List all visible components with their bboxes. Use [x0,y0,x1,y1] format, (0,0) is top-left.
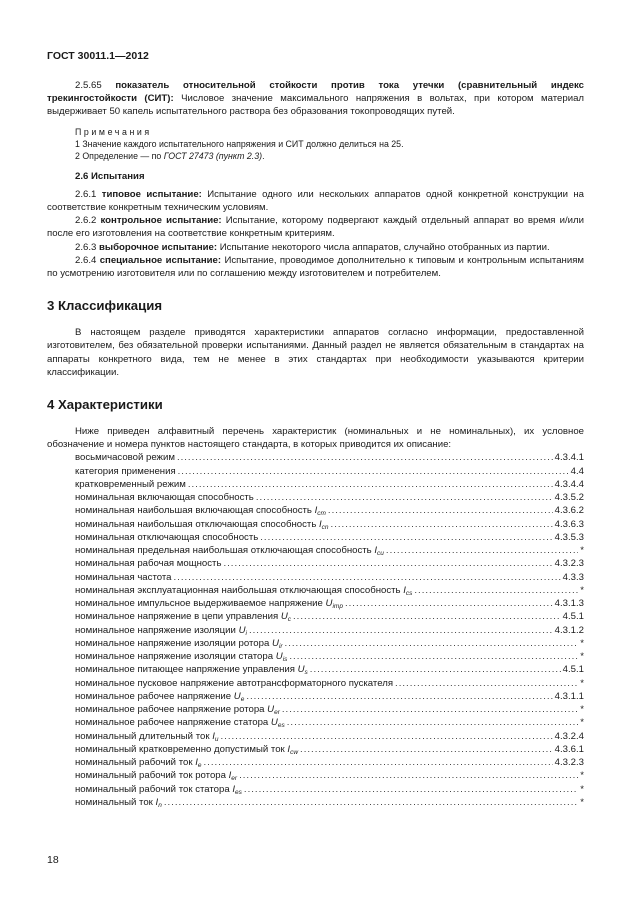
characteristic-symbol-subscript: es [277,722,285,730]
characteristic-label [75,584,412,597]
characteristic-label [75,624,247,637]
characteristic-entry [75,650,584,663]
dot-leader [386,544,578,557]
characteristic-symbol: I [212,730,215,742]
characteristic-symbol-subscript: is [282,656,288,664]
clause-2-6-4 [47,254,584,280]
clause-text: Числовое значение максимального напряжения в вольтах, при котором материал выдерживает 50 капель испытательного раствора без образования токопроводящих путей. [47,93,585,118]
characteristic-clause-ref: * [580,704,584,716]
characteristic-label [75,716,285,729]
characteristic-label [75,491,254,504]
characteristic-entry [75,690,584,703]
characteristic-symbol: U [325,598,333,610]
clause-term: типовое испытание: [101,188,202,200]
characteristic-clause-ref: * [580,677,584,689]
clause-text: Испытание некоторого числа аппаратов, случайно отобранных из партии. [219,241,550,253]
characteristic-symbol: I [195,757,198,769]
clause-term: специальное испытание: [99,254,222,266]
dot-leader [395,677,578,690]
characteristic-name: номинальное напряжение в цепи управления [75,611,279,623]
characteristic-clause-ref: 4.3.4.1 [554,452,584,464]
clause-2-5-65 [47,79,584,119]
characteristic-entry [75,544,584,557]
characteristic-symbol: U [280,611,288,623]
characteristic-entry [75,531,584,544]
characteristic-name: номинальный рабочий ток [75,757,193,769]
characteristic-name: номинальное рабочее напряжение статора [75,717,269,729]
clause-text: Испытание, которому подвергают каждый отдельный аппарат во время и/или после его изготовления на соответствие конкретным критериям. [47,215,584,240]
clause-number: 2.6.4 [75,254,97,266]
characteristic-symbol: I [374,545,378,557]
characteristic-symbol-subscript: i [245,629,247,637]
characteristic-name: номинальное питающее напряжение управления [75,664,295,676]
characteristic-symbol-subscript: er [274,709,280,717]
characteristic-entry [75,730,584,743]
characteristic-clause-ref: * [580,796,584,808]
characteristic-symbol: I [287,743,291,755]
characteristic-symbol: U [272,637,279,649]
characteristic-label [75,663,308,676]
characteristic-label [75,544,384,557]
characteristic-name: номинальный рабочий ток ротора [75,770,226,782]
dot-leader [178,465,569,478]
characteristic-label [75,610,291,623]
characteristic-entry [75,716,584,729]
characteristic-symbol-subscript: cn [321,523,329,531]
dot-leader [285,637,579,650]
section-4-title: 4 Характеристики [47,397,163,413]
characteristic-entry [75,637,584,650]
note-2 [75,150,584,162]
characteristic-label [75,531,258,544]
characteristic-entry [75,796,584,809]
characteristic-label [75,637,283,650]
characteristic-label [75,571,171,584]
notes-block [47,126,584,162]
characteristic-name: номинальное напряжение изоляции статора [75,651,274,663]
characteristic-entry [75,504,584,517]
clause-number: 2.6.1 [75,188,97,200]
dot-leader [260,531,552,544]
characteristic-name: номинальный рабочий ток статора [75,783,230,795]
characteristic-label [75,504,326,517]
characteristic-name: категория применения [75,465,176,477]
characteristic-clause-ref: * [580,545,584,557]
characteristic-entry [75,584,584,597]
characteristic-label [75,478,186,491]
characteristic-entry [75,663,584,676]
characteristic-entry [75,478,584,491]
characteristic-label [75,650,287,663]
characteristic-clause-ref: * [580,637,584,649]
characteristic-clause-ref: 4.3.1.2 [554,624,584,636]
characteristic-label [75,597,343,610]
characteristic-entry [75,769,584,782]
characteristic-clause-ref: 4.3.3 [562,571,584,583]
document-header: ГОСТ 30011.1—2012 [47,50,149,62]
characteristic-symbol: I [232,783,236,795]
dot-leader [256,491,553,504]
characteristic-label [75,769,237,782]
characteristic-name: номинальная эксплуатационная наибольшая отключающая способность [75,584,401,596]
characteristic-symbol: U [267,704,275,716]
characteristic-symbol: I [228,770,232,782]
characteristic-symbol: U [275,651,283,663]
note-2-reference: ГОСТ 27473 (пункт 2.3) [163,150,263,161]
characteristic-name: номинальная наибольшая отключающая способность [75,518,317,530]
dot-leader [177,451,553,464]
characteristic-clause-ref: 4.3.1.3 [554,598,584,610]
notes-title: Примечания [75,126,152,137]
characteristic-symbol-subscript: cw [290,748,299,756]
clause-text: Испытание одного или нескольких аппаратов одной конкретной конструкции на соответствие конкретным техническим условиям. [47,188,584,214]
characteristic-entry [75,571,584,584]
characteristic-entry [75,491,584,504]
characteristic-symbol-subscript: e [240,695,245,703]
dot-leader [282,703,578,716]
characteristic-symbol-subscript: s [304,669,308,677]
note-1: 1 Значение каждого испытательного напряжения и СИТ должно делиться на 25. [75,138,404,149]
characteristic-clause-ref: 4.3.6.1 [554,743,584,755]
dot-leader [173,571,560,584]
characteristic-symbol-subscript: cm [317,510,326,518]
characteristic-entry [75,518,584,531]
dot-leader [204,756,553,769]
characteristic-symbol: U [297,664,305,676]
characteristic-clause-ref: 4.3.1.1 [554,690,584,702]
characteristic-name: номинальное импульсное выдерживаемое напряжение [75,598,323,610]
dot-leader [331,518,553,531]
characteristic-name: номинальное пусковое напряжение автотрансформаторного пускателя [75,677,394,689]
characteristic-name: номинальный ток [75,796,153,808]
characteristic-symbol-subscript: cu [377,550,384,558]
characteristic-clause-ref: 4.4 [570,465,584,477]
characteristic-symbol: I [403,584,406,596]
clause-number: 2.5.65 [75,80,102,91]
characteristic-clause-ref: 4.3.5.3 [554,531,584,543]
characteristic-clause-ref: * [580,584,584,596]
section-3-title: 3 Классификация [47,298,163,314]
section-3-text: В настоящем разделе приводятся характеристики аппаратов согласно информации, предоставленной изготовителем, без обязательной проверки испытаниями. Данный раздел не является обязательным в стандартах на аппараты конкретного вида, тем не менее в этих стандартах при необходимости указываются критерии классификации. [47,327,584,378]
dot-leader [289,650,578,663]
clause-2-6-3 [47,241,584,254]
characteristic-clause-ref: 4.3.6.3 [554,518,584,530]
characteristic-label [75,743,298,756]
characteristic-entry [75,783,584,796]
characteristic-symbol: U [233,690,241,702]
characteristic-clause-ref: 4.3.6.2 [554,505,584,517]
characteristic-clause-ref: 4.3.5.2 [554,492,584,504]
characteristic-symbol: I [314,505,318,517]
characteristic-label [75,796,162,809]
characteristic-entry [75,597,584,610]
characteristic-name: номинальный кратковременно допустимый ток [75,743,285,755]
dot-leader [221,730,553,743]
characteristic-symbol-subscript: ir [278,642,283,650]
section-4-intro: Ниже приведен алфавитный перечень характеристик (номинальных и не номинальных), их условное обозначение и номера пунктов настоящего стандарта, в которых приводится их описание: [47,426,584,451]
characteristic-symbol-subscript: er [231,775,238,783]
characteristic-clause-ref: 4.3.4.4 [554,478,584,490]
characteristic-name: номинальное рабочее напряжение [75,690,232,702]
characteristic-clause-ref: 4.5.1 [562,611,584,623]
dot-leader [223,557,552,570]
clause-term: контрольное испытание: [100,215,222,227]
characteristic-name: номинальная предельная наибольшая отключающая способность [75,545,372,557]
characteristic-label [75,677,393,690]
section-2-6-heading: 2.6 Испытания [75,170,145,182]
dot-leader [246,690,552,703]
characteristic-symbol-subscript: e [197,762,202,770]
characteristic-symbol-subscript: n [158,801,162,809]
characteristic-entry [75,703,584,716]
clause-term: показатель относительной стойкости против тока утечки (сравнительный индекс трекингостойкости (СИТ): [47,80,585,105]
characteristic-label [75,756,202,769]
dot-leader [300,743,553,756]
characteristic-entry [75,624,584,637]
characteristic-label [75,451,175,464]
characteristic-label [75,730,219,743]
characteristic-symbol: U [270,717,278,729]
characteristic-entry [75,610,584,623]
dot-leader [164,796,578,809]
dot-leader [188,478,553,491]
clause-2-6-1 [47,188,584,214]
dot-leader [244,783,578,796]
document-body [47,79,584,809]
clause-text: Испытание, проводимое дополнительно к типовым и контрольным испытаниям по усмотрению изготовителя или по соглашению между изготовителем и потребителем. [47,254,585,280]
characteristic-clause-ref: 4.3.2.4 [554,730,584,742]
characteristic-symbol: U [238,624,246,636]
characteristic-symbol-subscript: cs [405,589,413,597]
characteristic-name: номинальная рабочая мощность [75,558,222,570]
characteristic-label [75,518,329,531]
characteristic-name: номинальная включающая способность [75,492,254,504]
characteristic-label [75,557,221,570]
characteristic-symbol: I [319,518,322,530]
characteristic-entry [75,465,584,478]
clause-term: выборочное испытание: [99,241,218,253]
characteristic-symbol-subscript: c [287,616,292,624]
characteristic-name: номинальное напряжение изоляции ротора [75,637,270,649]
page-number: 18 [47,854,59,866]
dot-leader [414,584,578,597]
characteristic-symbol-subscript: imp [332,603,343,611]
dot-leader [328,504,553,517]
characteristic-name: номинальная отключающая способность [75,531,259,543]
characteristic-entry [75,451,584,464]
characteristic-label [75,783,242,796]
dot-leader [239,769,578,782]
characteristic-clause-ref: 4.5.1 [562,664,584,676]
characteristic-name: номинальная частота [75,571,172,583]
characteristic-label [75,703,280,716]
characteristic-entry [75,743,584,756]
dot-leader [287,716,579,729]
characteristic-name: номинальный длительный ток [75,730,210,742]
clause-2-6-2 [47,214,584,240]
characteristic-clause-ref: * [580,717,584,729]
dot-leader [249,624,553,637]
clause-number: 2.6.2 [75,215,97,227]
dot-leader [345,597,553,610]
dot-leader [310,663,561,676]
characteristic-entry [75,677,584,690]
characteristic-entry [75,557,584,570]
characteristic-name: номинальное рабочее напряжение ротора [75,704,265,716]
characteristic-clause-ref: * [580,651,584,663]
characteristic-clause-ref: * [580,770,584,782]
characteristic-entry [75,756,584,769]
characteristic-clause-ref: 4.3.2.3 [554,757,584,769]
characteristic-label [75,465,176,478]
dot-leader [293,610,561,623]
characteristic-name: кратковременный режим [75,478,186,490]
characteristic-label [75,690,244,703]
characteristic-clause-ref: * [580,783,584,795]
note-2-prefix: 2 Определение — по [75,150,164,161]
characteristic-name: восьмичасовой режим [75,452,175,464]
characteristic-clause-ref: 4.3.2.3 [554,558,584,570]
clause-number: 2.6.3 [75,241,97,253]
characteristic-symbol-subscript: es [235,788,242,796]
characteristic-name: номинальное напряжение изоляции [75,624,236,636]
characteristic-symbol-subscript: u [214,735,219,743]
note-2-suffix: . [262,150,265,161]
characteristic-symbol: I [155,796,159,808]
characteristics-list [47,451,584,809]
characteristic-name: номинальная наибольшая включающая способность [75,505,312,517]
